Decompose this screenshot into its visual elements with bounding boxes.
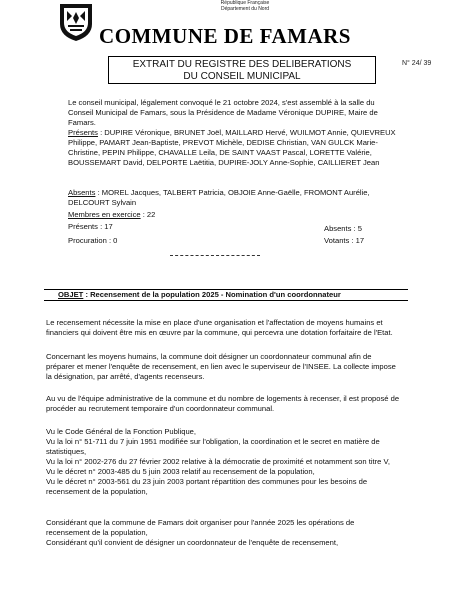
- legal-ref: Vu le décret n° 2003-485 du 5 juin 2003 relatif au recensement de la population,: [46, 467, 315, 476]
- extract-register-box: [108, 56, 376, 84]
- republic-header: [190, 0, 300, 12]
- extract-line-1: EXTRAIT DU REGISTRE DES DELIBERATIONS: [132, 59, 352, 70]
- membres-label: Membres en exercice: [68, 210, 141, 219]
- legal-ref: Vu la loi n° 2002-276 du 27 février 2002 relative à la démocratie de proximité et notamment son titre V,: [46, 457, 390, 466]
- session-intro: Le conseil municipal, légalement convoqué le 21 octobre 2024, s'est assemblé à la salle du Conseil Municipal de Famars, sous la Présidence de Madame Véronique DUPIRE, Maire de Famars.: [68, 98, 378, 127]
- procuration-count: Procuration : 0: [68, 236, 118, 245]
- paragraph-moyens-humains: Concernant les moyens humains, la commune doit désigner un coordonnateur communal afin de préparer et mener l'enquête de recensement, en lien avec le superviseur de l'INSEE. La collecte impose la désignation, par arrêté, d'agents recenseurs.: [46, 352, 396, 381]
- votants-count: Votants : 17: [324, 236, 365, 245]
- absents-list: [68, 188, 402, 208]
- absents-count: Absents : 5: [324, 224, 362, 233]
- objet-box: [44, 289, 408, 301]
- paragraph-equipe: Au vu de l'équipe administrative de la commune et du nombre de logements à recenser, il est proposé de procéder au recrutement temporaire d'un coordonnateur communal.: [46, 394, 400, 413]
- deliberation-number: N° 24/ 39: [402, 60, 432, 67]
- absents-label: Absents: [68, 188, 96, 197]
- considerants: [46, 518, 400, 548]
- separator-line: [170, 255, 260, 256]
- membres-en-exercice: [68, 210, 155, 220]
- commune-title: COMMUNE DE FAMARS: [99, 24, 351, 48]
- department-label: Département du Nord: [220, 6, 270, 12]
- legal-references: [46, 427, 400, 497]
- presents-label: Présents: [68, 128, 98, 137]
- objet-text: : Recensement de la population 2025 - Nomination d'un coordonnateur: [83, 290, 341, 299]
- legal-ref: Vu le décret n° 2003-561 du 23 juin 2003 portant répartition des communes pour les besoins de recensement de la population,: [46, 477, 368, 496]
- presents-count: Présents : 17: [68, 222, 113, 231]
- paragraph-recensement: Le recensement nécessite la mise en place d'une organisation et l'affectation de moyens humains et financiers qui doivent être mis en œuvre par la commune, qui percevra une dotation forfaitaire de l'Etat.: [46, 318, 393, 337]
- extract-line-2: DU CONSEIL MUNICIPAL: [183, 71, 301, 82]
- republic-label: République Française: [220, 0, 270, 6]
- presents-names: : DUPIRE Véronique, BRUNET Joël, MAILLARD Hervé, WUILMOT Annie, QUIEVREUX Philippe, PAMART Jean-Baptiste, PREVOT Michèle, DEDISE Christian, VAN GULCK Marie-Christine, PEPIN Philippe, CHAVALLE Leila, DE SAINT VAAST Pascal, LORETTE Valérie, BOUSSEMART David, DELPORTE Laëtitia, DUPIRE-JOLY Anne-Sophie, CAILLIERET Jean: [68, 128, 396, 167]
- presents-list: [68, 128, 402, 168]
- absents-names: : MOREL Jacques, TALBERT Patricia, OBJOIE Anne-Gaëlle, FROMONT Aurélie, DELCOURT Sylvain: [68, 188, 370, 207]
- considerant: Considérant que la commune de Famars doit organiser pour l'année 2025 les opérations de recensement de la population,: [46, 518, 355, 537]
- objet-label: OBJET: [58, 290, 84, 299]
- legal-ref: Vu la loi n° 51-711 du 7 juin 1951 modifiée sur l'obligation, la coordination et le secret en matière de statistiques,: [46, 437, 380, 456]
- legal-ref: Vu le Code Général de la Fonction Publique,: [46, 427, 197, 436]
- membres-value: : 22: [140, 210, 156, 219]
- considerant: Considérant qu'il convient de désigner un coordonnateur de l'enquête de recensement,: [46, 538, 339, 547]
